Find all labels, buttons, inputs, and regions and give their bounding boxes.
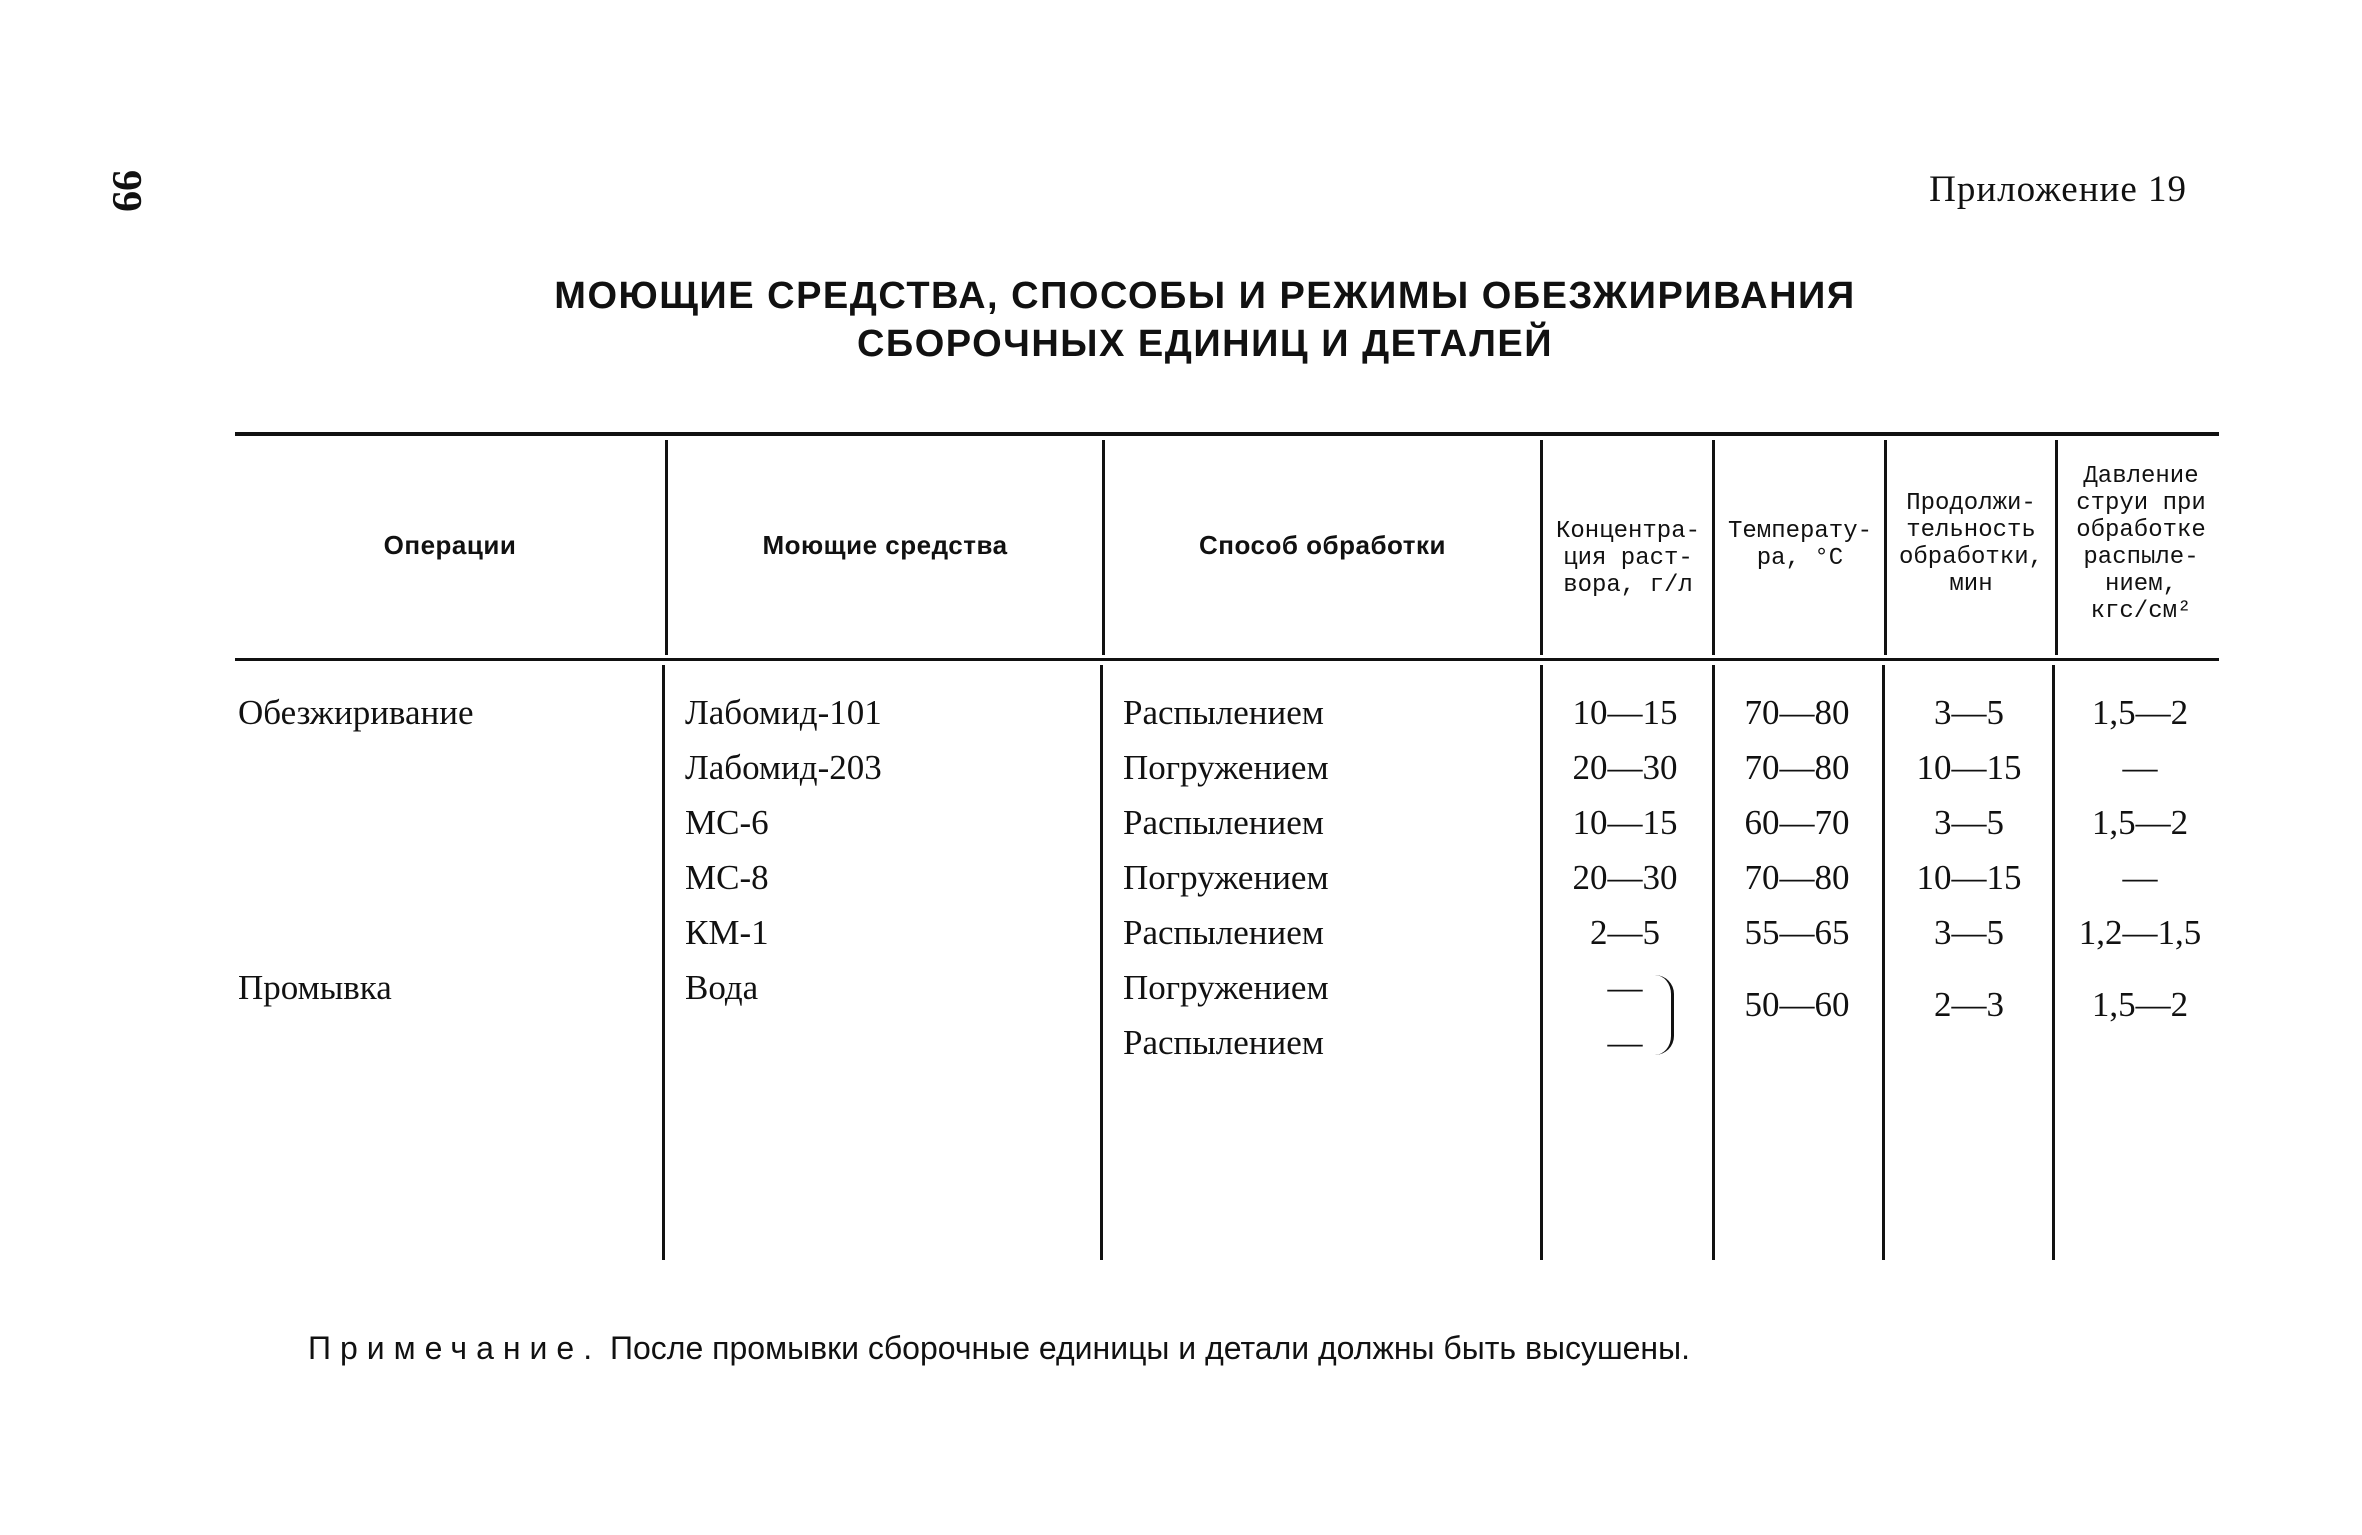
header-concentration	[1543, 518, 1713, 599]
header-pressure-line: струи при	[2076, 490, 2206, 517]
table-top-rule	[235, 432, 2219, 436]
header-duration-line: обработки,	[1898, 544, 2044, 571]
header-agents: Моющие средства	[762, 530, 1008, 560]
cell-duration: 3—5	[1934, 803, 2004, 842]
cell-temperature: 55—65	[1744, 913, 1850, 952]
header-temperature	[1715, 518, 1885, 572]
column-divider	[1100, 665, 1103, 1260]
header-duration-line: Продолжи-	[1906, 490, 2036, 517]
cell-method: Распылением	[1123, 913, 1324, 952]
cell-duration: 10—15	[1916, 748, 2022, 787]
cell-duration: 3—5	[1934, 913, 2004, 952]
cell-operation: Обезжиривание	[238, 693, 474, 732]
cell-agent: Лабомид-203	[685, 748, 882, 787]
cell-concentration: 10—15	[1572, 803, 1678, 842]
cell-agent: Лабомид-101	[685, 693, 882, 732]
appendix-label: Приложение 19	[1929, 169, 2187, 210]
cell-agent: КМ-1	[685, 913, 769, 952]
cell-temperature: 70—80	[1744, 858, 1850, 897]
header-pressure-line: кгс/см²	[2090, 598, 2192, 625]
cell-temperature: 60—70	[1744, 803, 1850, 842]
column-divider	[662, 665, 665, 1260]
header-pressure-line: Давление	[2083, 463, 2199, 490]
cell-method: Погружением	[1123, 968, 1329, 1007]
header-temperature-line: Температу-	[1727, 518, 1873, 545]
header-concentration-line: ция раст-	[1563, 545, 1693, 572]
cell-pressure: 1,5—2	[2091, 985, 2189, 1024]
page-number: 99	[103, 170, 149, 212]
cell-method: Погружением	[1123, 748, 1329, 787]
grouping-brace	[1655, 975, 1674, 1055]
header-duration-line: мин	[1949, 571, 1993, 598]
header-pressure	[2058, 463, 2224, 625]
cell-agent: МС-6	[685, 803, 769, 842]
cell-operation: Промывка	[238, 968, 392, 1007]
cell-temperature: 50—60	[1744, 985, 1850, 1024]
cell-method: Распылением	[1123, 1023, 1324, 1062]
cell-agent: Вода	[685, 968, 759, 1007]
cell-duration: 10—15	[1916, 858, 2022, 897]
footnote-text: После промывки сборочные единицы и детали должны быть высушены.	[610, 1330, 1690, 1366]
cell-method: Распылением	[1123, 803, 1324, 842]
cell-concentration: 10—15	[1572, 693, 1678, 732]
cell-duration: 3—5	[1934, 693, 2004, 732]
title-line-1: МОЮЩИЕ СРЕДСТВА, СПОСОБЫ И РЕЖИМЫ ОБЕЗЖИРИВАНИЯ	[554, 275, 1856, 317]
cell-pressure: 1,5—2	[2091, 693, 2189, 732]
footnote	[308, 1330, 1690, 1367]
header-operations: Операции	[383, 530, 517, 560]
header-concentration-line: вора, г/л	[1563, 572, 1693, 599]
cell-concentration: —	[1607, 968, 1643, 1007]
cell-temperature: 70—80	[1744, 748, 1850, 787]
cell-concentration: 20—30	[1572, 858, 1678, 897]
cell-pressure: —	[2122, 748, 2158, 787]
header-method: Способ обработки	[1199, 530, 1446, 560]
header-duration-line: тельность	[1906, 517, 2036, 544]
cell-method: Погружением	[1123, 858, 1329, 897]
cell-duration: 2—3	[1934, 985, 2004, 1024]
header-pressure-line: распыле-	[2083, 544, 2199, 571]
cell-concentration: 20—30	[1572, 748, 1678, 787]
cell-pressure: 1,2—1,5	[2078, 913, 2202, 952]
cell-method: Распылением	[1123, 693, 1324, 732]
header-concentration-line: Концентра-	[1555, 518, 1701, 545]
cell-concentration: —	[1607, 1023, 1643, 1062]
header-pressure-line: нием,	[2104, 571, 2177, 598]
header-pressure-line: обработке	[2076, 517, 2206, 544]
footnote-label: Примечание.	[308, 1330, 602, 1366]
cell-pressure: 1,5—2	[2091, 803, 2189, 842]
header-temperature-line: ра, °С	[1756, 545, 1844, 572]
cell-temperature: 70—80	[1744, 693, 1850, 732]
cell-concentration: 2—5	[1590, 913, 1660, 952]
cell-agent: МС-8	[685, 858, 769, 897]
cell-pressure: —	[2122, 858, 2158, 897]
title-line-2: СБОРОЧНЫХ ЕДИНИЦ И ДЕТАЛЕЙ	[856, 323, 1554, 365]
header-duration	[1886, 490, 2056, 598]
header-bottom-rule	[235, 658, 2219, 661]
